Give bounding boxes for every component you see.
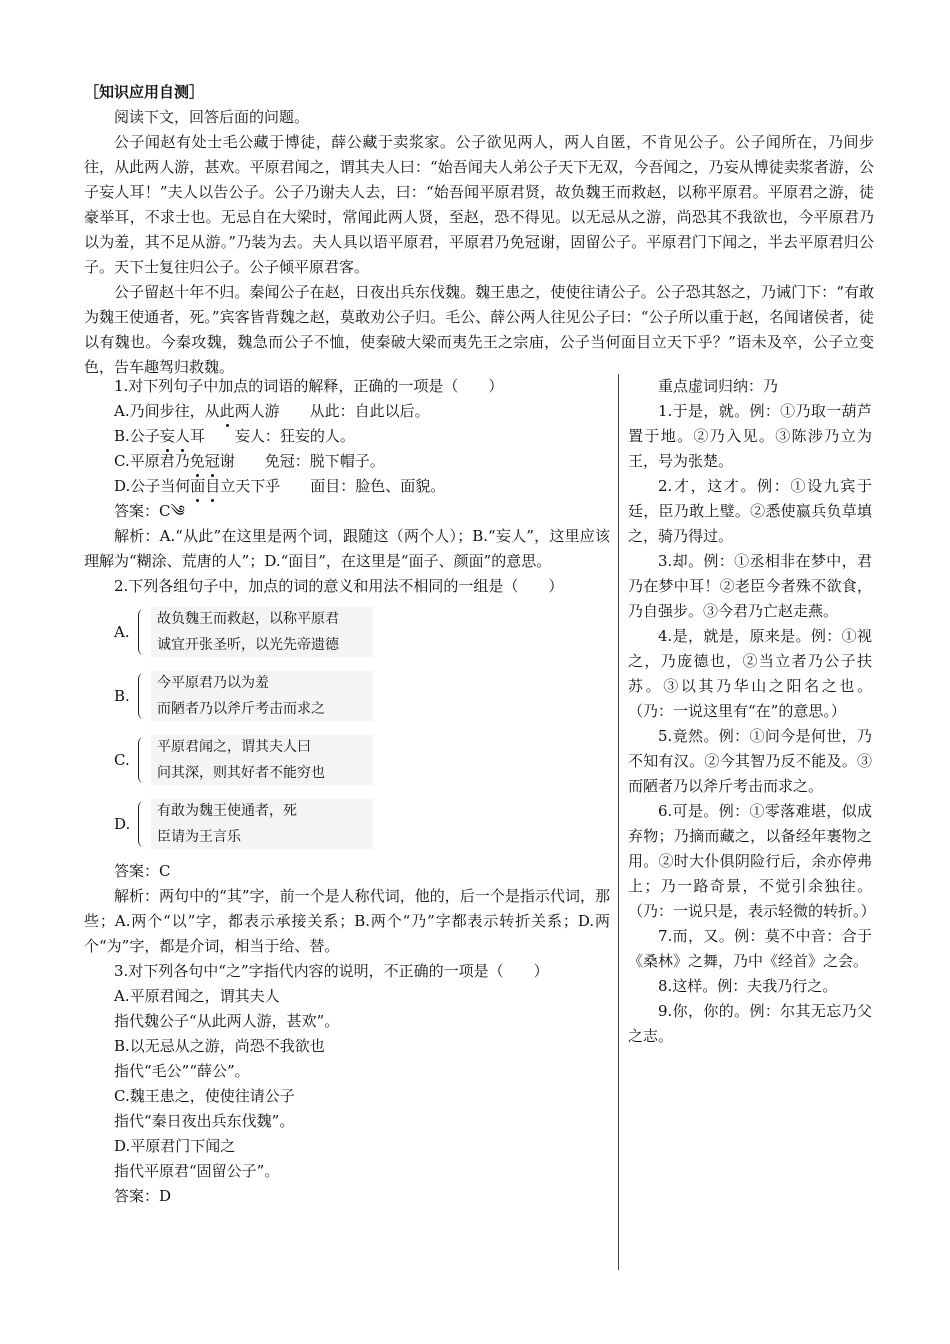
q2-group-a: A. 故负魏王而救赵，以称平原君 诚宜开张圣听，以光先帝遗德 [114,603,610,661]
sidebar-item: 8.这样。例：夫我乃行之。 [658,977,838,995]
passage-paragraph-2: 公子留赵十年不归。秦闻公子在赵，日夜出兵东伐魏。魏王患之，使使往请公子。公子恐其怒之，乃诫门下：“有敢为魏王使通者，死。”宾客皆背魏之赵，莫敢劝公子归。毛公、薛公两人往见公子曰：“公子所以重于赵，名闻诸侯者，徒以有魏也。今秦攻魏，魏急而公子不恤，使秦破大梁而夷先王之宗庙，公子当何面目立天下乎？”语未及卒，公子立变色，告车趣驾归救魏。 [84,283,874,376]
q3-line: 指代魏公子“从此两人游，甚欢”。 [114,1012,340,1030]
sidebar-item: 5.竟然。例：①问今是何世，乃不知有汉。②今其智乃反不能及。③而陋者乃以斧斤考击而求之。 [628,727,872,795]
q3-answer: 答案：D [114,1187,172,1205]
scribble-mark: ༄ [170,502,185,520]
sidebar-item: 2.才，这才。例：①设九宾于廷，臣乃敢上璧。②悉使嬴兵负草填之，骑乃得过。 [628,477,872,545]
q3-line: D.平原君门下闻之 [114,1137,236,1155]
sidebar-notes [628,374,876,1049]
brace-icon [138,737,147,783]
sidebar-item: 4.是，就是，原来是。例：①视之，乃庞德也，②当立者乃公子扶苏。③以其乃华山之阳名之也。（乃：一说这里有“在”的意思。） [628,627,872,720]
q3-line: B.以无忌从之游，尚恐不我欲也 [114,1037,325,1055]
sidebar-item: 9.你，你的。例：尔其无忘乃父之志。 [628,1002,872,1045]
sidebar-title: 重点虚词归纳：乃 [658,377,779,395]
q2-group-b: B. 今平原君乃以为羞 而陋者乃以斧斤考击而求之 [114,667,610,725]
column-divider [618,374,619,1270]
sidebar-item: 3.却。例：①丞相非在梦中，君乃在梦中耳！②老臣今者殊不欲食，乃自强步。③今君乃亡赵走燕。 [628,552,872,620]
q3-line: C.魏王患之，使使往请公子 [114,1087,295,1105]
q3-line: 指代“毛公”“薛公”。 [114,1062,250,1080]
instruction: 阅读下文，回答后面的问题。 [114,108,310,126]
q3-stem: 3.对下列各句中“之”字指代内容的说明，不正确的一项是（ ） [114,962,549,980]
q3-line: A.平原君闻之，谓其夫人 [114,987,280,1005]
section-header: ［知识应用自测］ [84,83,205,101]
brace-icon [138,801,147,847]
questions-column [84,374,610,1209]
q2-group-d: D. 有敢为魏王使通者，死 臣请为王言乐 [114,795,610,853]
q1-option-c: C.平原君乃免冠谢 免冠：脱下帽子。 [84,449,610,474]
q1-analysis: 解析：A.“从此”在这里是两个词，跟随这（两个人）；B.“妄人”，这里应该理解为“糊涂、荒唐的人”；D.“面目”，在这里是“面子、颜面”的意思。 [84,527,610,570]
q2-answer: 答案：C [114,862,171,880]
q1-answer: 答案：C༄ [114,502,185,520]
q1-option-b: B.公子妄人耳 妄人：狂妄的人。 [84,424,610,449]
q3-line: 指代平原君“固留公子”。 [114,1162,280,1180]
q2-analysis: 解析：两句中的“其”字，前一个是人称代词，他的，后一个是指示代词，那些；A.两个“以”字，都表示承接关系；B.两个“乃”字都表示转折关系；D.两个“为”字，都是介词，相当于给、替。 [84,887,610,955]
q2-group-c: C. 平原君闻之，谓其夫人曰 问其深，则其好者不能穷也 [114,731,610,789]
brace-icon [138,673,147,719]
q1-option-a: A.乃间步往，从此两人游 从此：自此以后。 [84,399,610,424]
brace-icon [138,609,147,655]
sidebar-item: 6.可是。例：①零落难堪，似成弃物；乃摘而藏之，以备经年裹物之用。②时大仆俱阴险行后，余亦停弗上；乃一路奇景，不觉引余独往。（乃：一说只是，表示轻微的转折。） [628,802,876,920]
q1-stem: 1.对下列句子中加点的词语的解释，正确的一项是（ ） [114,377,504,395]
sidebar-item: 1.于是，就。例：①乃取一葫芦置于地。②乃入见。③陈涉乃立为王，号为张楚。 [628,402,872,470]
q3-line: 指代“秦日夜出兵东伐魏”。 [114,1112,295,1130]
reading-section [84,80,874,380]
sidebar-item: 7.而，又。例：莫不中音：合于《桑林》之舞，乃中《经首》之会。 [628,927,872,970]
q1-option-d: D.公子当何面目立天下乎 面目：脸色、面貌。 [84,474,610,499]
passage-paragraph-1: 公子闻赵有处士毛公藏于博徒，薛公藏于卖浆家。公子欲见两人，两人自匿，不肯见公子。公子闻所在，乃间步往，从此两人游，甚欢。平原君闻之，谓其夫人曰：“始吾闻夫人弟公子天下无双，今吾闻之，乃妄从博徒卖浆者游，公子妄人耳！”夫人以告公子。公子乃谢夫人去，曰：“始吾闻平原君贤，故负魏王而救赵，以称平原君。平原君之游，徒豪举耳，不求士也。无忌自在大梁时，常闻此两人贤，至赵，恐不得见。以无忌从之游，尚恐其不我欲也，今平原君乃以为羞，其不足从游。”乃装为去。夫人具以语平原君，平原君乃免冠谢，固留公子。平原君门下闻之，半去平原君归公子。天下士复往归公子。公子倾平原君客。 [84,133,874,276]
q2-stem: 2.下列各组句子中，加点的词的意义和用法不相同的一组是（ ） [114,577,564,595]
